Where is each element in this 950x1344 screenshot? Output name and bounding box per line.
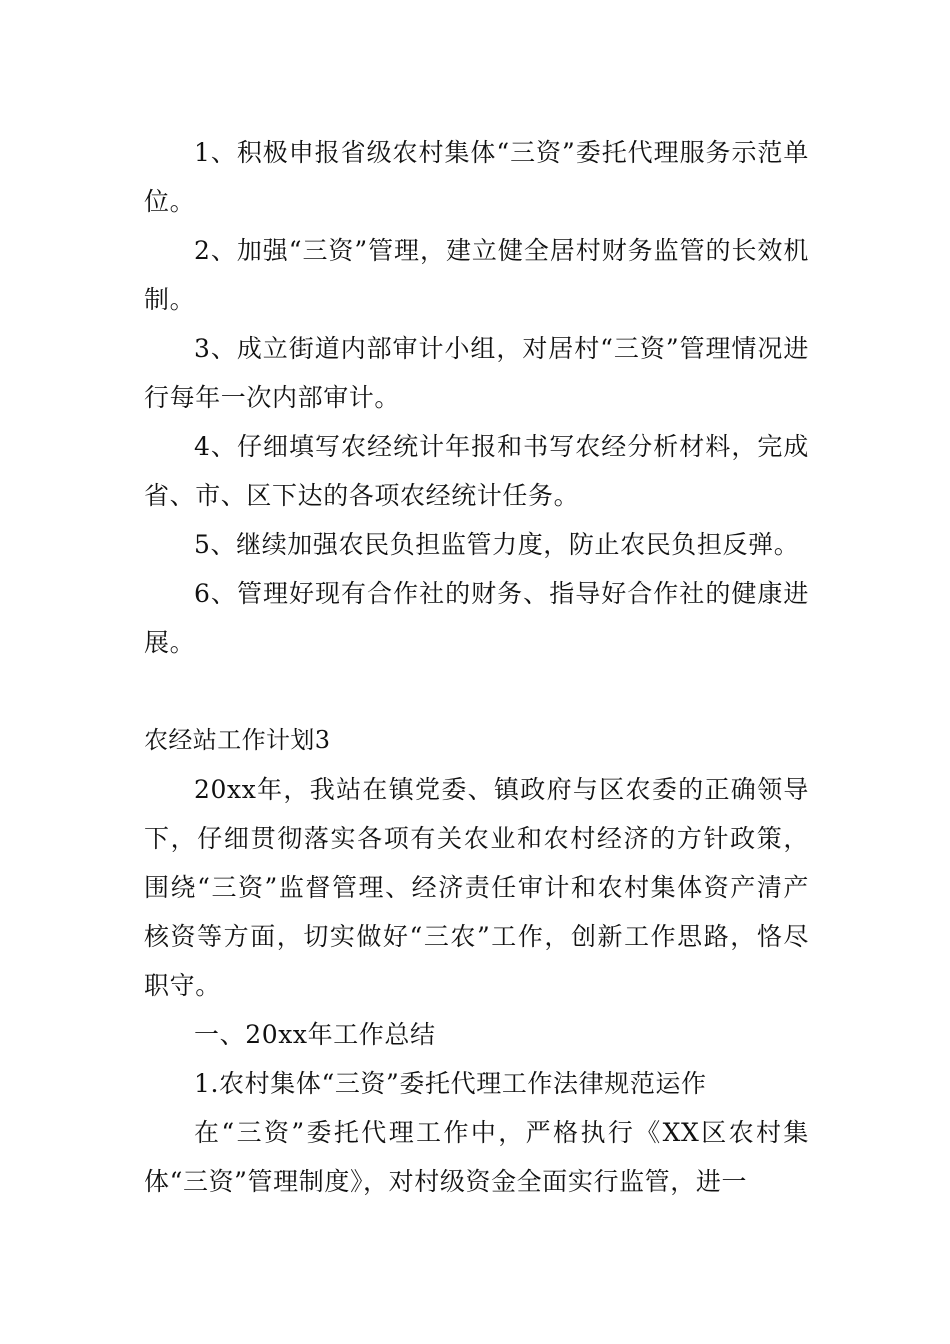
list-item-2: 2、加强“三资”管理，建立健全居村财务监管的长效机制。 bbox=[144, 236, 809, 314]
list-item-3: 3、成立街道内部审计小组，对居村“三资”管理情况进行每年一次内部审计。 bbox=[144, 334, 809, 412]
section-spacer bbox=[144, 667, 809, 716]
list-item-5: 5、继续加强农民负担监管力度，防止农民负担反弹。 bbox=[194, 530, 800, 559]
list-item-6: 6、管理好现有合作社的财务、指导好合作社的健康进展。 bbox=[144, 579, 809, 657]
intro-paragraph: 20xx年，我站在镇党委、镇政府与区农委的正确领导下，仔细贯彻落实各项有关农业和农村经济的方针政策，围绕“三资”监督管理、经济责任审计和农村集体资产清产核资等方面，切实做好“三农”工作，创新工作思路，恪尽职守。 bbox=[144, 775, 809, 1000]
subheading-summary: 一、20xx年工作总结 bbox=[194, 1020, 436, 1049]
subheading-item-1: 1.农村集体“三资”委托代理工作法律规范运作 bbox=[194, 1069, 707, 1098]
list-item-1: 1、积极申报省级农村集体“三资”委托代理服务示范单位。 bbox=[144, 138, 809, 216]
section-title: 农经站工作计划3 bbox=[144, 726, 331, 754]
list-item-4: 4、仔细填写农经统计年报和书写农经分析材料，完成省、市、区下达的各项农经统计任务。 bbox=[144, 432, 809, 510]
body-paragraph: 在“三资”委托代理工作中，严格执行《XX区农村集体“三资”管理制度》，对村级资金全面实行监管，进一 bbox=[144, 1118, 809, 1196]
document-body bbox=[144, 128, 809, 1206]
